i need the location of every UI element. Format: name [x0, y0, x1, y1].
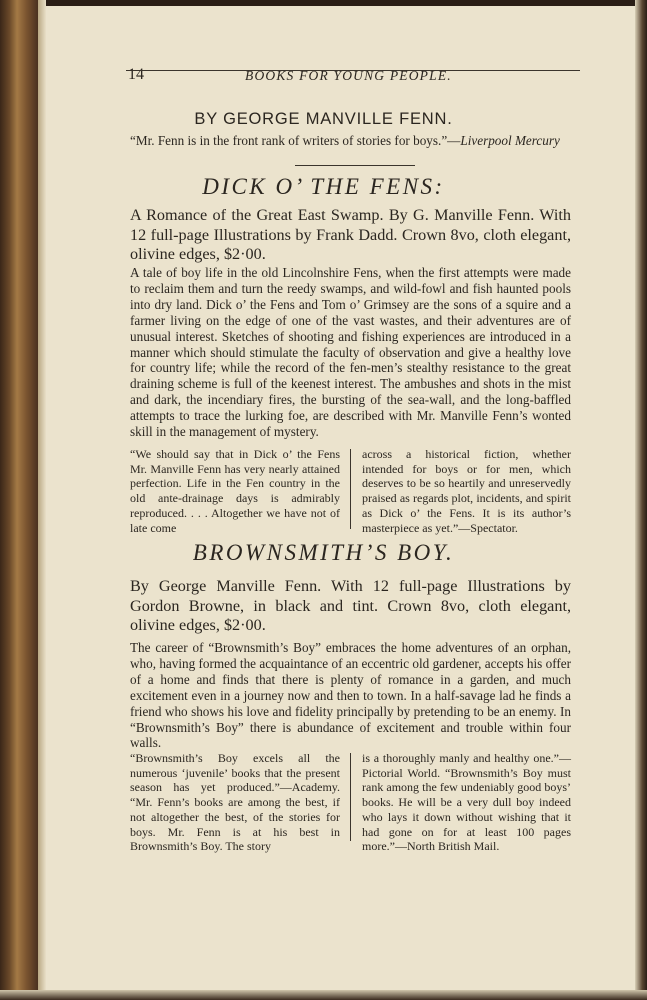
book-lead-dick-o-the-fens: A Romance of the Great East Swamp. By G. Manville Fenn. With 12 full-page Illustrations by Frank Dadd. Crown 8vo, cloth elegant, olivine edges, $2·00. — [130, 206, 571, 263]
divider-rule — [295, 165, 415, 166]
book-title-brownsmiths-boy: BROWNSMITH’S BOY. — [192, 540, 455, 565]
book-description-brownsmiths-boy: The career of “Brownsmith’s Boy” embraces the home adventures of an orphan, who, having formed the acquaintance of an eccentric old gardener, accepts his offer of a home and finds that there is plenty of romance in a garden, and much excitement even in a journey now and then to town. In a half-savage lad he finds a friend who shows his love and fidelity principally by pretending to be an enemy. In “Brownsmith’s Boy” there is abundance of excitement and trouble within four walls. — [130, 640, 571, 751]
review-right-dick-o-the-fens: across a historical fiction, whether intended for boys or for men, which deserves to be so heartily and unreservedly praised as regards plot, incidents, and spirit as Dick o’ the Fens. It is its author’s masterpiece as yet.”—Spectator. — [362, 447, 571, 535]
book-lead-brownsmiths-boy: By George Manville Fenn. With 12 full-page Illustrations by Gordon Browne, in black and tint. Crown 8vo, cloth elegant, olivine edges, $2·00. — [130, 577, 571, 634]
page-edge — [635, 0, 647, 1000]
book-description-dick-o-the-fens: A tale of boy life in the old Lincolnshire Fens, when the first attempts were made to reclaim them and turn the reedy swamps, and wild-fowl and fish haunted pools into dry land. Dick o’ the Fens and Tom o’ Grimsey are the sons of a squire and a farmer living on the edge of one of the vast wastes, and their adventures are of unusual interest. Sketches of shooting and fishing experiences are introduced in a manner which should stimulate the faculty of observation and give a healthy love for country life; while the record of the fen-men’s stealthy resistance to the great draining scheme is full of the keenest interest. The ambushes and shots in the mist and dark, the incendiary fires, the bursting of the sea-wall, and the long-baffled attempts to trace the lurking foe, are described with Mr. Manville Fenn’s wonted skill in the management of mystery. — [130, 265, 571, 440]
quote-source: Liverpool Mercury — [460, 133, 560, 148]
review-right-brownsmiths-boy: is a thoroughly manly and healthy one.”—Pictorial World. “Brownsmith’s Boy must rank among the few undeniably good boys’ books. He will be a very dull boy indeed who lays it down without wishing that it had gone on for at least 100 pages more.”—North British Mail. — [362, 751, 571, 854]
running-head: BOOKS FOR YOUNG PEOPLE. — [245, 68, 452, 83]
review-left-brownsmiths-boy: “Brownsmith’s Boy excels all the numerous ‘juvenile’ books that the present season has yet produced.”—Academy. “Mr. Fenn’s books are among the best, if not altogether the best, of the stories for boys. Mr. Fenn is at his best in Brownsmith’s Boy. The story — [130, 751, 340, 854]
page-number: 14 — [128, 66, 144, 83]
author-quote — [130, 133, 576, 149]
review-left-dick-o-the-fens: “We should say that in Dick o’ the Fens Mr. Manville Fenn has very nearly attained perfection. Life in the Fen country in the old ante-drainage days is admirably reproduced. . . . Altogether we have not of late come — [130, 447, 340, 535]
page-gutter — [38, 0, 46, 1000]
author-byline: BY GEORGE MANVILLE FENN. — [194, 110, 453, 128]
column-rule — [350, 753, 351, 841]
book-spine — [0, 0, 38, 1000]
column-rule — [350, 449, 351, 529]
book-title-dick-o-the-fens: DICK O’ THE FENS: — [202, 174, 445, 199]
page-header — [0, 40, 647, 83]
page-bottom-edge — [0, 990, 647, 1000]
quote-text: “Mr. Fenn is in the front rank of writers of stories for boys.”— — [130, 133, 461, 148]
